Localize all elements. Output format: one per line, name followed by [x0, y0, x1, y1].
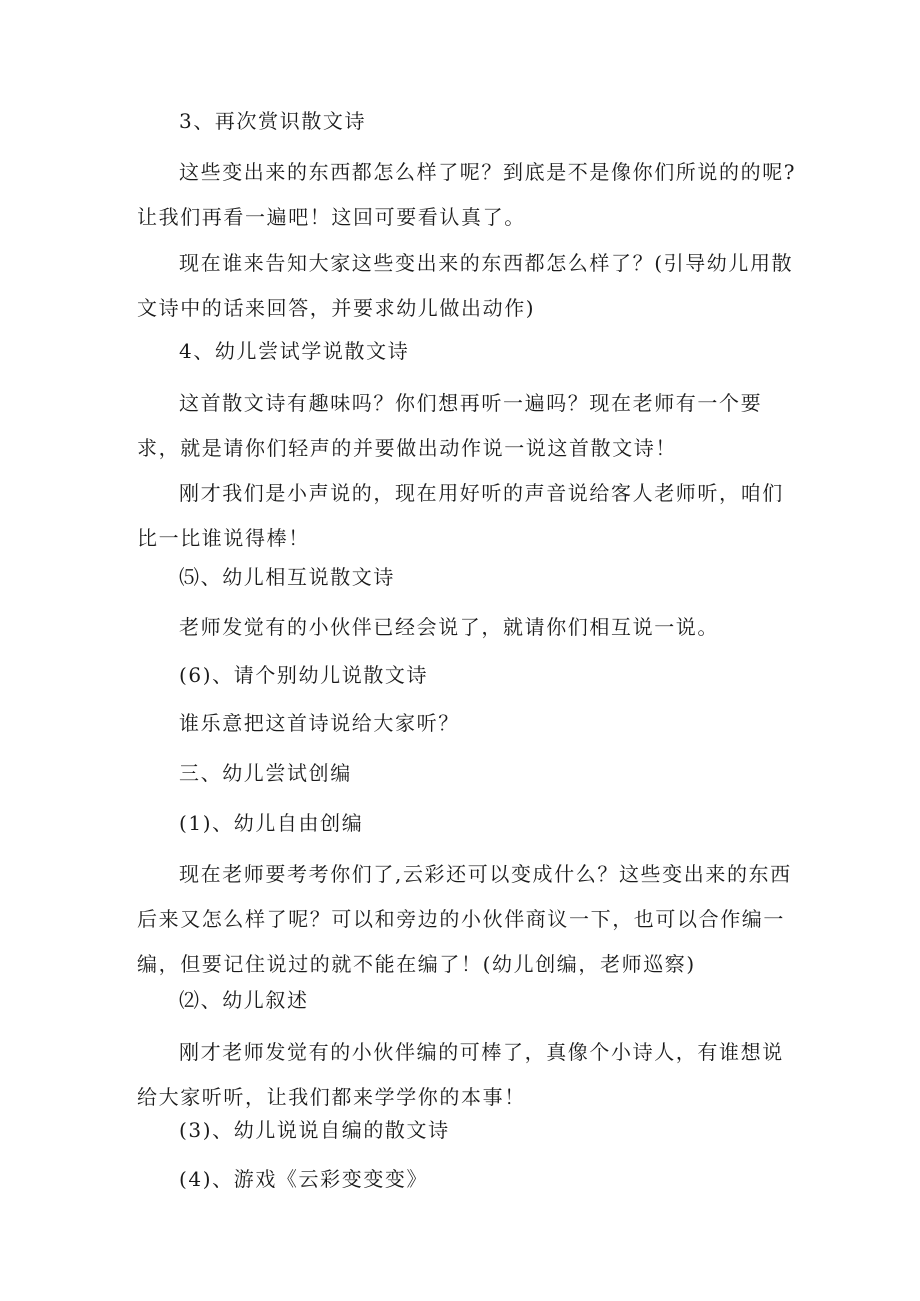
section-heading-3: 3、再次赏识散文诗 [179, 109, 367, 133]
section-heading-5: ⑸、幼儿相互说散文诗 [179, 565, 395, 589]
paragraph: 现在谁来告知大家这些变出来的东西都怎么样了？(引导幼儿用散文诗中的话来回答，并要求幼儿做出动作) [137, 251, 794, 320]
paragraph: 这些变出来的东西都怎么样了呢？到底是不是像你们所说的的呢?让我们再看一遍吧！这回可要看认真了。 [137, 160, 797, 229]
section-heading-1: (1)、幼儿自由创编 [179, 811, 364, 835]
paragraph: 刚才我们是小声说的，现在用好听的声音说给客人老师听，咱们比一比谁说得棒！ [137, 481, 784, 550]
section-heading-6: (6)、请个别幼儿说散文诗 [179, 663, 429, 687]
paragraph: 谁乐意把这首诗说给大家听？ [179, 711, 460, 735]
paragraph: 现在老师要考考你们了,云彩还可以变成什么？这些变出来的东西后来又怎么样了呢？可以和旁边的小伙伴商议一下，也可以合作编一编，但要记住说过的就不能在编了！(幼儿创编，老师巡察) [137, 862, 792, 976]
section-heading-main-3: 三、幼儿尝试创编 [179, 761, 352, 785]
paragraph: 老师发觉有的小伙伴已经会说了，就请你们相互说一说。 [179, 615, 719, 639]
section-heading-4: 4、幼儿尝试学说散文诗 [179, 339, 410, 363]
paragraph: 刚才老师发觉有的小伙伴编的可棒了，真像个小诗人，有谁想说给大家听听，让我们都来学学你的本事！ [137, 1040, 784, 1109]
section-heading-2: ⑵、幼儿叙述 [179, 988, 309, 1012]
section-heading-4b: (4)、游戏《云彩变变变》 [179, 1167, 429, 1191]
paragraph: 这首散文诗有趣味吗？你们想再听一遍吗？现在老师有一个要求，就是请你们轻声的并要做出动作说一说这首散文诗！ [137, 391, 763, 460]
section-heading-3b: (3)、幼儿说说自编的散文诗 [179, 1118, 450, 1142]
